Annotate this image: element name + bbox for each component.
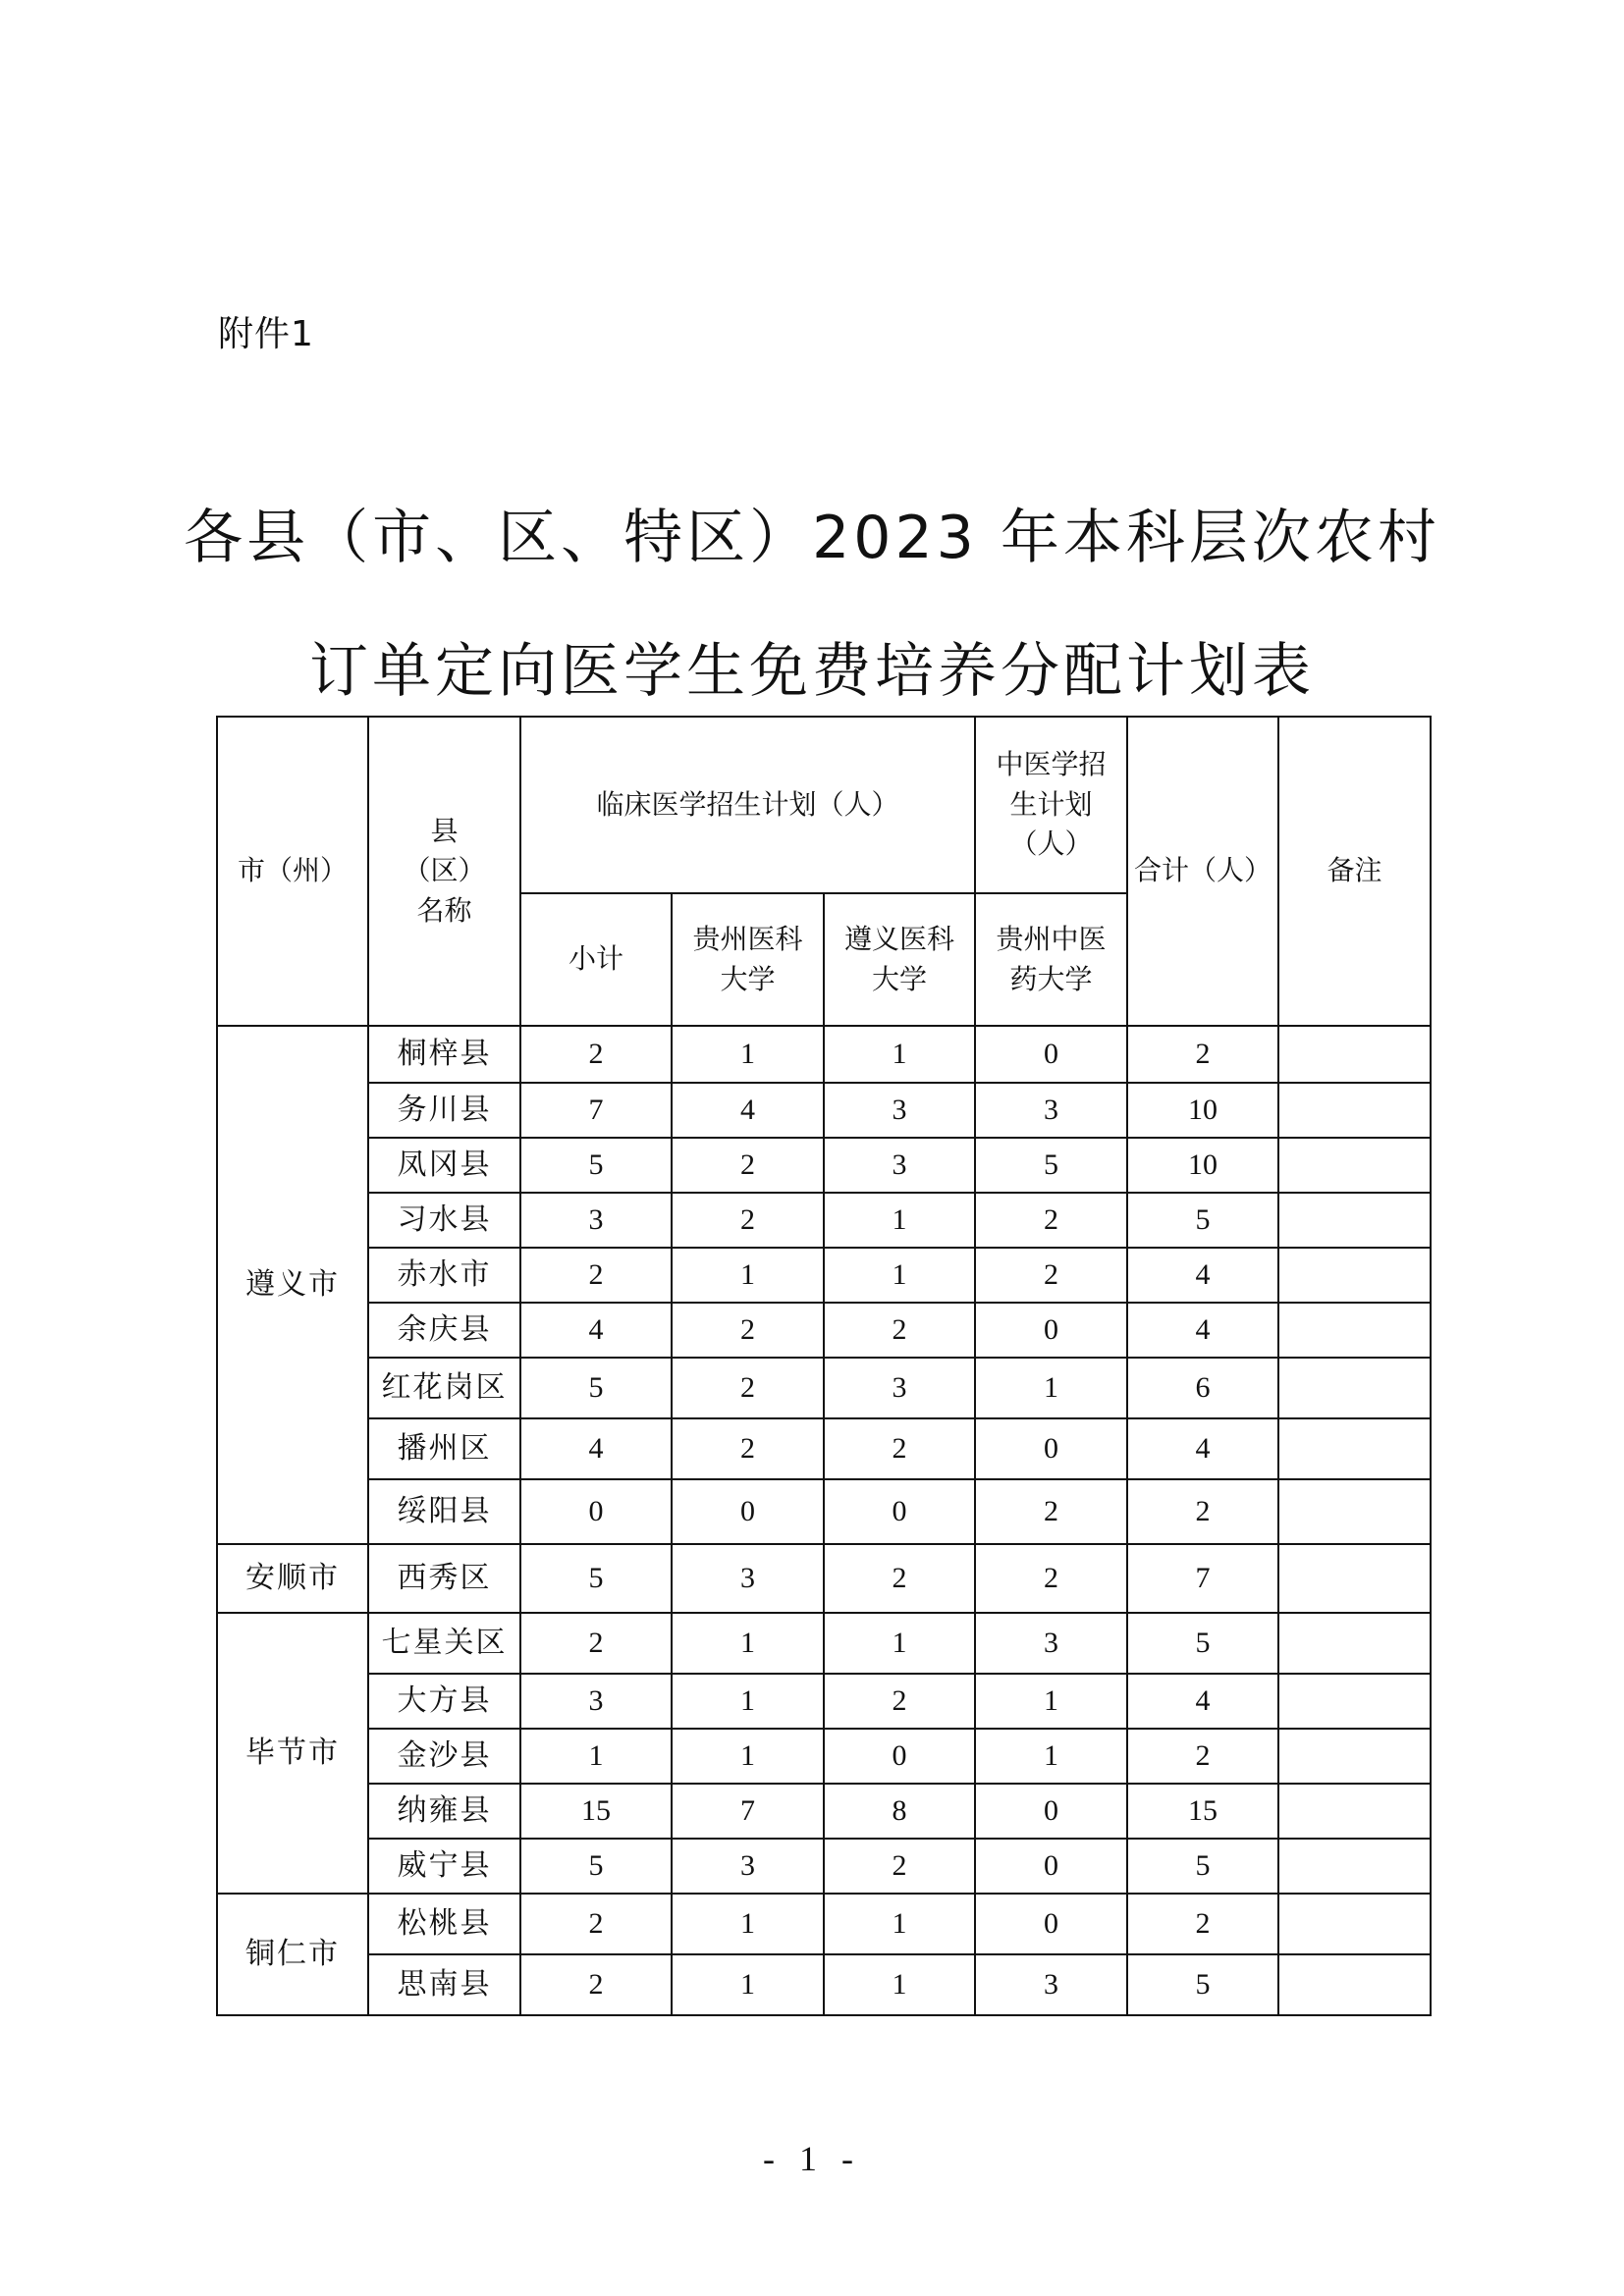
tcm-cell: 3: [975, 1083, 1127, 1138]
tcm-cell: 2: [975, 1248, 1127, 1303]
page-number: - 1 -: [763, 2139, 861, 2178]
zunyi-medical-univ-cell: 1: [824, 1613, 975, 1674]
total-cell: 5: [1127, 1193, 1278, 1248]
total-cell: 7: [1127, 1544, 1278, 1613]
table-row: [217, 1418, 1431, 1479]
tcm-cell: 3: [975, 1954, 1127, 2015]
table-row: [217, 1248, 1431, 1303]
guizhou-medical-univ-cell: 1: [672, 1248, 824, 1303]
county-cell: 红花岗区: [368, 1358, 520, 1418]
table-row: [217, 1954, 1431, 2015]
table-row: [217, 1784, 1431, 1839]
county-cell: 七星关区: [368, 1613, 520, 1674]
subtotal-cell: 4: [520, 1418, 672, 1479]
header-guizhou-medical-univ: 贵州医科大学: [672, 893, 824, 1026]
county-cell: 大方县: [368, 1674, 520, 1729]
table-row: [217, 1026, 1431, 1083]
remark-cell: [1278, 1613, 1431, 1674]
subtotal-cell: 5: [520, 1138, 672, 1193]
total-cell: 2: [1127, 1894, 1278, 1954]
table-row: [217, 1479, 1431, 1544]
zunyi-medical-univ-cell: 3: [824, 1083, 975, 1138]
guizhou-medical-univ-cell: 2: [672, 1358, 824, 1418]
remark-cell: [1278, 1026, 1431, 1083]
zunyi-medical-univ-cell: 3: [824, 1358, 975, 1418]
table-body: [217, 1026, 1431, 2015]
tcm-cell: 1: [975, 1674, 1127, 1729]
subtotal-cell: 5: [520, 1839, 672, 1894]
zunyi-medical-univ-cell: 1: [824, 1193, 975, 1248]
zunyi-medical-univ-cell: 0: [824, 1729, 975, 1784]
guizhou-medical-univ-cell: 2: [672, 1193, 824, 1248]
table-row: [217, 1193, 1431, 1248]
subtotal-cell: 1: [520, 1729, 672, 1784]
table-row: [217, 1544, 1431, 1613]
subtotal-cell: 5: [520, 1358, 672, 1418]
subtotal-cell: 0: [520, 1479, 672, 1544]
city-cell: 铜仁市: [217, 1894, 368, 2015]
tcm-cell: 2: [975, 1479, 1127, 1544]
county-cell: 思南县: [368, 1954, 520, 2015]
remark-cell: [1278, 1193, 1431, 1248]
subtotal-cell: 2: [520, 1894, 672, 1954]
table-row: [217, 1674, 1431, 1729]
county-cell: 习水县: [368, 1193, 520, 1248]
tcm-cell: 0: [975, 1026, 1127, 1083]
city-cell: 安顺市: [217, 1544, 368, 1613]
zunyi-medical-univ-cell: 1: [824, 1248, 975, 1303]
zunyi-medical-univ-cell: 2: [824, 1418, 975, 1479]
county-cell: 余庆县: [368, 1303, 520, 1358]
tcm-cell: 5: [975, 1138, 1127, 1193]
tcm-cell: 3: [975, 1613, 1127, 1674]
county-cell: 威宁县: [368, 1839, 520, 1894]
guizhou-medical-univ-cell: 1: [672, 1026, 824, 1083]
remark-cell: [1278, 1479, 1431, 1544]
tcm-cell: 0: [975, 1839, 1127, 1894]
attachment-label: 附件1: [218, 314, 314, 354]
tcm-cell: 2: [975, 1193, 1127, 1248]
remark-cell: [1278, 1418, 1431, 1479]
zunyi-medical-univ-cell: 3: [824, 1138, 975, 1193]
guizhou-medical-univ-cell: 1: [672, 1954, 824, 2015]
guizhou-medical-univ-cell: 3: [672, 1839, 824, 1894]
remark-cell: [1278, 1674, 1431, 1729]
subtotal-cell: 2: [520, 1248, 672, 1303]
remark-cell: [1278, 1544, 1431, 1613]
tcm-cell: 0: [975, 1418, 1127, 1479]
subtotal-cell: 3: [520, 1193, 672, 1248]
county-cell: 桐梓县: [368, 1026, 520, 1083]
table-row: [217, 1358, 1431, 1418]
remark-cell: [1278, 1303, 1431, 1358]
remark-cell: [1278, 1784, 1431, 1839]
county-cell: 赤水市: [368, 1248, 520, 1303]
header-total: 合计（人）: [1127, 717, 1278, 1026]
header-city: 市（州）: [217, 717, 368, 1026]
subtotal-cell: 7: [520, 1083, 672, 1138]
subtotal-cell: 15: [520, 1784, 672, 1839]
guizhou-medical-univ-cell: 0: [672, 1479, 824, 1544]
header-subtotal: 小计: [520, 893, 672, 1026]
zunyi-medical-univ-cell: 8: [824, 1784, 975, 1839]
table-row: [217, 1894, 1431, 1954]
city-cell: 遵义市: [217, 1026, 368, 1544]
table-row: [217, 1303, 1431, 1358]
remark-cell: [1278, 1358, 1431, 1418]
total-cell: 15: [1127, 1784, 1278, 1839]
county-cell: 凤冈县: [368, 1138, 520, 1193]
allocation-plan-table: [216, 716, 1432, 2016]
subtotal-cell: 5: [520, 1544, 672, 1613]
county-cell: 西秀区: [368, 1544, 520, 1613]
total-cell: 4: [1127, 1418, 1278, 1479]
total-cell: 4: [1127, 1674, 1278, 1729]
guizhou-medical-univ-cell: 2: [672, 1418, 824, 1479]
guizhou-medical-univ-cell: 4: [672, 1083, 824, 1138]
remark-cell: [1278, 1248, 1431, 1303]
remark-cell: [1278, 1954, 1431, 2015]
zunyi-medical-univ-cell: 1: [824, 1026, 975, 1083]
guizhou-medical-univ-cell: 1: [672, 1894, 824, 1954]
remark-cell: [1278, 1729, 1431, 1784]
zunyi-medical-univ-cell: 1: [824, 1954, 975, 2015]
county-cell: 务川县: [368, 1083, 520, 1138]
guizhou-medical-univ-cell: 1: [672, 1613, 824, 1674]
tcm-cell: 0: [975, 1894, 1127, 1954]
total-cell: 5: [1127, 1954, 1278, 2015]
zunyi-medical-univ-cell: 2: [824, 1839, 975, 1894]
zunyi-medical-univ-cell: 2: [824, 1674, 975, 1729]
table-row: [217, 1613, 1431, 1674]
guizhou-medical-univ-cell: 1: [672, 1674, 824, 1729]
total-cell: 2: [1127, 1026, 1278, 1083]
guizhou-medical-univ-cell: 2: [672, 1303, 824, 1358]
county-cell: 纳雍县: [368, 1784, 520, 1839]
city-cell: 毕节市: [217, 1613, 368, 1894]
total-cell: 10: [1127, 1083, 1278, 1138]
total-cell: 4: [1127, 1303, 1278, 1358]
guizhou-medical-univ-cell: 7: [672, 1784, 824, 1839]
zunyi-medical-univ-cell: 0: [824, 1479, 975, 1544]
header-county: 县（区）名称: [368, 717, 520, 1026]
total-cell: 5: [1127, 1839, 1278, 1894]
zunyi-medical-univ-cell: 2: [824, 1544, 975, 1613]
tcm-cell: 0: [975, 1784, 1127, 1839]
tcm-cell: 1: [975, 1729, 1127, 1784]
county-cell: 松桃县: [368, 1894, 520, 1954]
table-row: [217, 1839, 1431, 1894]
header-guizhou-tcm-univ: 贵州中医药大学: [975, 893, 1127, 1026]
total-cell: 5: [1127, 1613, 1278, 1674]
guizhou-medical-univ-cell: 2: [672, 1138, 824, 1193]
remark-cell: [1278, 1083, 1431, 1138]
zunyi-medical-univ-cell: 2: [824, 1303, 975, 1358]
subtotal-cell: 2: [520, 1026, 672, 1083]
total-cell: 4: [1127, 1248, 1278, 1303]
tcm-cell: 0: [975, 1303, 1127, 1358]
subtotal-cell: 3: [520, 1674, 672, 1729]
remark-cell: [1278, 1138, 1431, 1193]
subtotal-cell: 4: [520, 1303, 672, 1358]
header-remark: 备注: [1278, 717, 1431, 1026]
table-row: [217, 1729, 1431, 1784]
header-zunyi-medical-univ: 遵义医科大学: [824, 893, 975, 1026]
total-cell: 2: [1127, 1729, 1278, 1784]
remark-cell: [1278, 1839, 1431, 1894]
tcm-cell: 1: [975, 1358, 1127, 1418]
subtotal-cell: 2: [520, 1613, 672, 1674]
remark-cell: [1278, 1894, 1431, 1954]
total-cell: 10: [1127, 1138, 1278, 1193]
header-tcm-plan: 中医学招生计划（人）: [975, 717, 1127, 893]
county-cell: 播州区: [368, 1418, 520, 1479]
county-cell: 绥阳县: [368, 1479, 520, 1544]
table-row: [217, 1083, 1431, 1138]
guizhou-medical-univ-cell: 1: [672, 1729, 824, 1784]
table-row: [217, 1138, 1431, 1193]
document-title-line-1: 各县（市、区、特区）2023 年本科层次农村: [184, 504, 1440, 572]
document-title-line-2: 订单定向医学生免费培养分配计划表: [309, 637, 1315, 706]
header-clinical-plan: 临床医学招生计划（人）: [520, 717, 975, 893]
county-cell: 金沙县: [368, 1729, 520, 1784]
tcm-cell: 2: [975, 1544, 1127, 1613]
subtotal-cell: 2: [520, 1954, 672, 2015]
total-cell: 6: [1127, 1358, 1278, 1418]
zunyi-medical-univ-cell: 1: [824, 1894, 975, 1954]
total-cell: 2: [1127, 1479, 1278, 1544]
guizhou-medical-univ-cell: 3: [672, 1544, 824, 1613]
